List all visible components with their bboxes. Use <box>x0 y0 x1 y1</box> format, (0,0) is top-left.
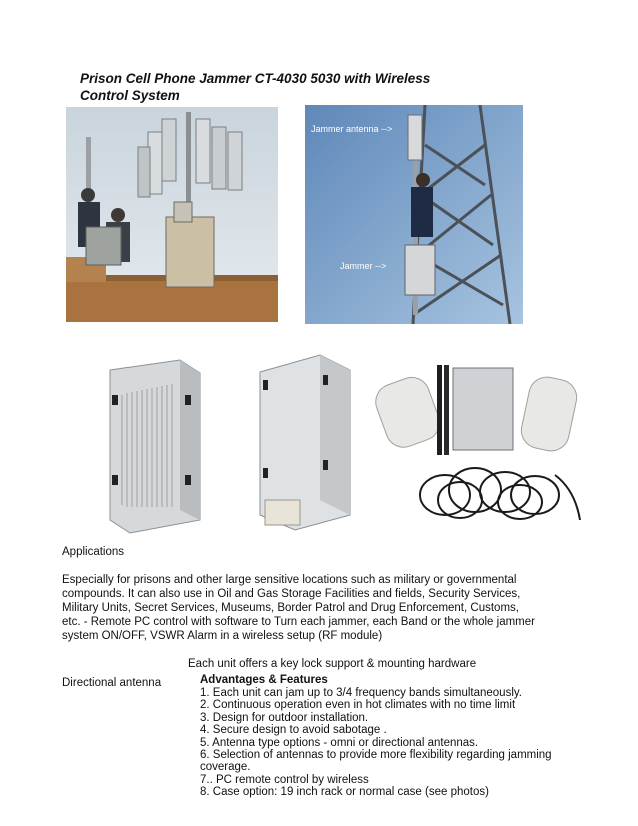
applications-line: Military Units, Secret Services, Museums, Border Patrol and Drug Enforcement, Customs, <box>62 602 519 614</box>
applications-line: etc. - Remote PC control with software to Turn each jammer, each Band or the whole jammer <box>62 616 535 628</box>
photo-rooftop-installation <box>66 107 278 322</box>
feature-item: 3. Design for outdoor installation. <box>200 711 369 724</box>
applications-paragraph <box>62 573 572 643</box>
jammer-label: Jammer --> <box>340 261 387 271</box>
directional-antenna-label: Directional antenna <box>62 677 162 689</box>
features-list <box>200 673 600 799</box>
applications-heading: Applications <box>62 546 125 558</box>
feature-item: 6. Selection of antennas to provide more flexibility regarding jamming <box>200 749 552 762</box>
feature-item: 1. Each unit can jam up to 3/4 frequency bands simultaneously. <box>200 687 522 699</box>
title-line-1: Prison Cell Phone Jammer CT-4030 5030 with Wireless <box>80 71 431 86</box>
feature-item: 8. Case option: 19 inch rack or normal case (see photos) <box>200 786 489 799</box>
mounting-note: Each unit offers a key lock support & mounting hardware <box>188 658 477 670</box>
features-heading: Advantages & Features <box>200 674 328 686</box>
applications-line: system ON/OFF, VSWR Alarm in a wireless setup (RF module) <box>62 630 383 642</box>
feature-item: 5. Antenna type options - omni or directional antennas. <box>200 736 479 749</box>
document-title <box>80 70 560 104</box>
feature-item: coverage. <box>200 761 251 774</box>
title-line-2: Control System <box>80 88 180 103</box>
jammer-antenna-label: Jammer antenna --> <box>311 124 393 134</box>
applications-line: compounds. It can also use in Oil and Gas Storage Facilities and fields, Security Services, <box>62 588 521 600</box>
photo-jammer-cabinet-closed <box>255 350 355 535</box>
feature-item: 2. Continuous operation even in hot climates with no time limit <box>200 699 516 712</box>
photo-lattice-tower <box>305 105 523 324</box>
photo-jammer-cabinet-open <box>100 355 210 535</box>
photo-antenna-kit <box>375 360 595 535</box>
feature-item: 4. Secure design to avoid sabotage . <box>200 724 387 737</box>
feature-item: 7.. PC remote control by wireless <box>200 773 369 786</box>
applications-line: Especially for prisons and other large sensitive locations such as military or governmental <box>62 574 517 586</box>
